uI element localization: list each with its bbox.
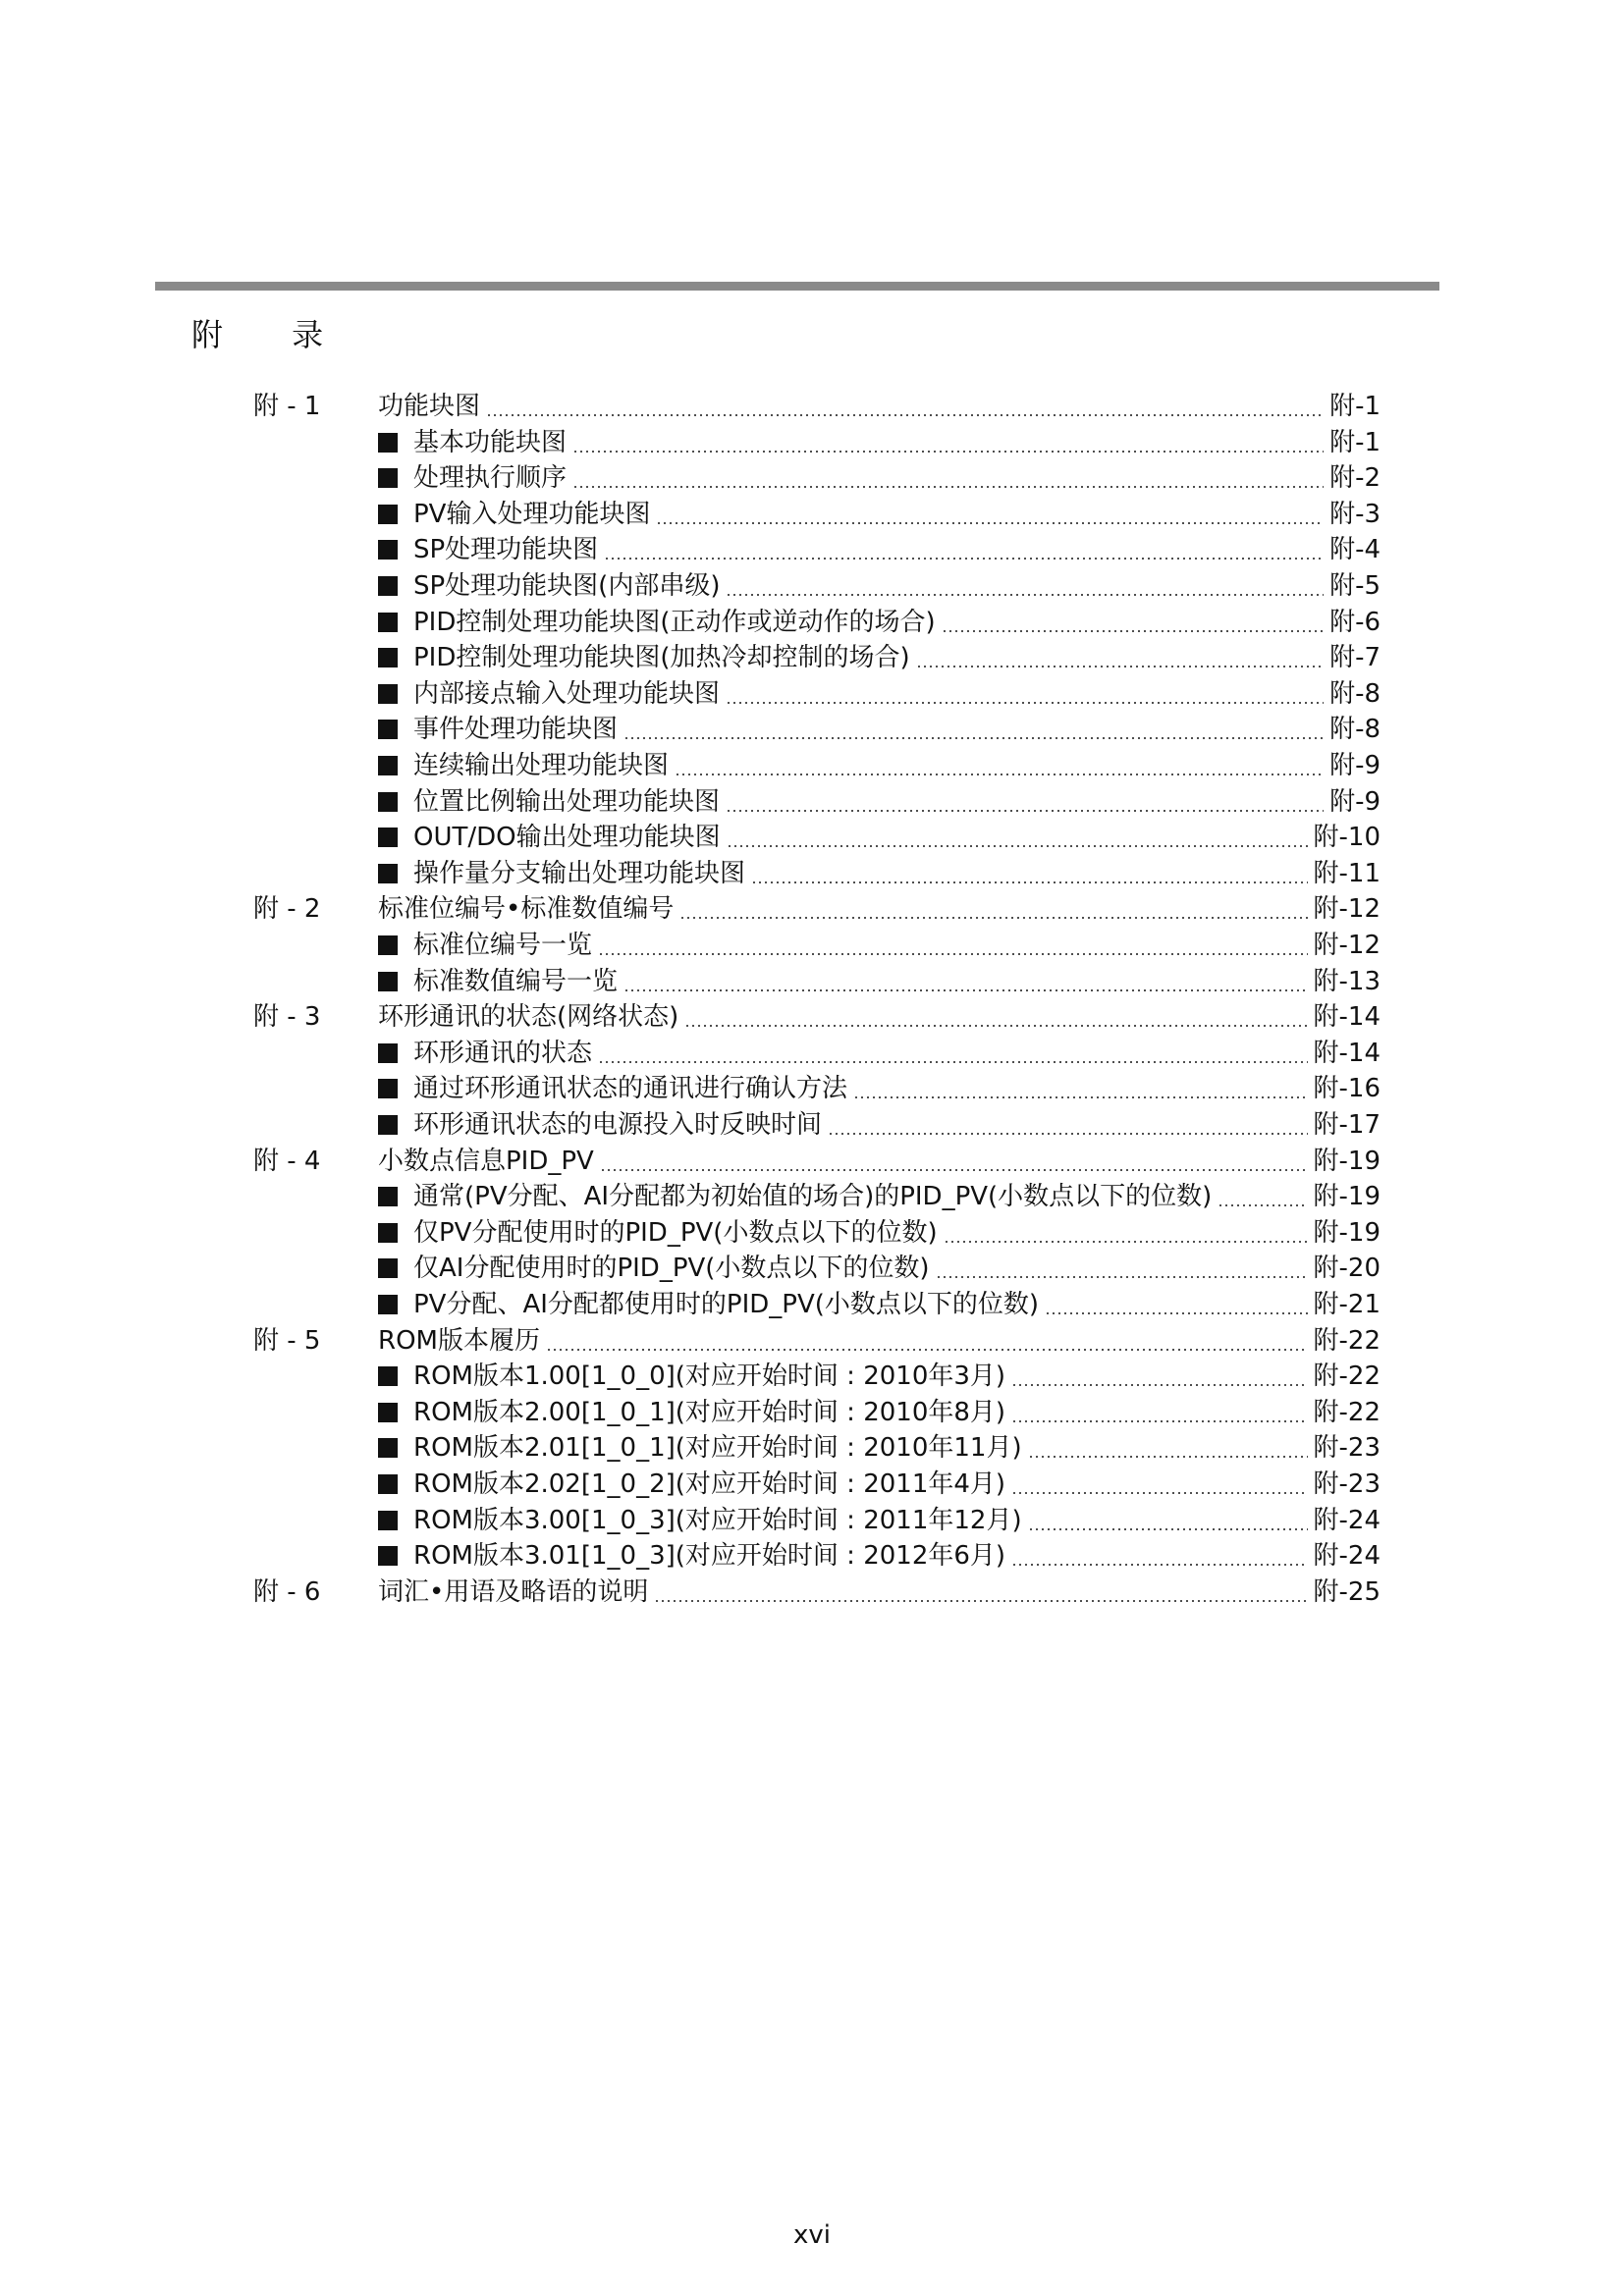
toc-entry-line: [378, 964, 1380, 999]
toc-entry-line: [378, 784, 1380, 820]
toc-entry-line: [378, 425, 1380, 460]
toc-entry[interactable]: [0, 1071, 1624, 1106]
toc-entry-line: [378, 1359, 1380, 1394]
dot-leader: [936, 1276, 1308, 1278]
toc-title: SP处理功能块图: [413, 535, 599, 565]
toc-title: ROM版本履历: [378, 1325, 540, 1356]
toc-entry-line: [378, 605, 1380, 640]
toc-title: 功能块图: [378, 392, 481, 421]
toc-entry[interactable]: [0, 1251, 1624, 1286]
toc-page-ref: 附-5: [1329, 571, 1380, 601]
toc-page-ref: 附-7: [1329, 643, 1380, 673]
toc-entry[interactable]: [0, 532, 1624, 567]
dot-leader: [1028, 1528, 1308, 1530]
toc-title: 环形通讯状态的电源投入时反映时间: [413, 1110, 823, 1140]
toc-page-ref: 附-17: [1313, 1110, 1380, 1140]
square-bullet-icon: [378, 1474, 398, 1494]
appendix-number: 附 - 6: [253, 1576, 321, 1607]
toc-entry[interactable]: [0, 1359, 1624, 1394]
toc-title: 内部接点输入处理功能块图: [413, 678, 721, 709]
toc-title: ROM版本2.00[1_0_1](对应开始时间 : 2010年8月): [413, 1397, 1006, 1427]
toc-entry[interactable]: [0, 605, 1624, 640]
toc-entry[interactable]: [0, 1467, 1624, 1502]
toc-page-ref: 附-9: [1329, 751, 1380, 780]
dot-leader: [828, 1133, 1308, 1135]
toc-title: ROM版本3.00[1_0_3](对应开始时间 : 2011年12月): [413, 1505, 1022, 1535]
dot-leader: [751, 881, 1308, 883]
square-bullet-icon: [378, 756, 398, 775]
toc-entry-line: [378, 1395, 1380, 1430]
square-bullet-icon: [378, 972, 398, 991]
toc-entry-line: [378, 1251, 1380, 1286]
toc-page-ref: 附-16: [1313, 1074, 1380, 1104]
square-bullet-icon: [378, 1511, 398, 1530]
toc-title: 通过环形通讯状态的通讯进行确认方法: [413, 1074, 848, 1104]
square-bullet-icon: [378, 1438, 398, 1458]
toc-entry-line: [378, 1179, 1380, 1214]
toc-title: 标准位编号•标准数值编号: [378, 894, 675, 925]
toc-entry[interactable]: [0, 568, 1624, 604]
toc-entry-line: [378, 1107, 1380, 1143]
square-bullet-icon: [378, 1187, 398, 1206]
square-bullet-icon: [378, 648, 398, 667]
toc-page-ref: 附-9: [1329, 786, 1380, 817]
square-bullet-icon: [378, 864, 398, 883]
toc-title: PV分配、AI分配都使用时的PID_PV(小数点以下的位数): [413, 1290, 1040, 1319]
dot-leader: [727, 845, 1308, 847]
section-heading: 附 录: [191, 316, 353, 353]
dot-leader: [684, 1025, 1307, 1027]
toc-page-ref: 附-8: [1329, 678, 1380, 709]
dot-leader: [1011, 1492, 1307, 1494]
appendix-number: 附 - 4: [253, 1146, 321, 1176]
toc-title: OUT/DO输出处理功能块图: [413, 823, 721, 853]
toc-entry-line: [378, 1323, 1380, 1359]
toc-title: 环形通讯的状态: [413, 1038, 593, 1068]
toc-title: 位置比例输出处理功能块图: [413, 786, 721, 817]
dot-leader: [1011, 1420, 1307, 1422]
toc-page-ref: 附-25: [1313, 1576, 1380, 1607]
dot-leader: [853, 1096, 1308, 1098]
toc-entry[interactable]: [0, 460, 1624, 496]
toc-page-ref: 附-22: [1313, 1362, 1380, 1392]
toc-entry-line: [378, 999, 1380, 1035]
toc-entry[interactable]: [0, 820, 1624, 855]
toc-page-ref: 附-12: [1313, 894, 1380, 925]
toc-title: 环形通讯的状态(网络状态): [378, 1002, 679, 1033]
toc-title: ROM版本2.01[1_0_1](对应开始时间 : 2010年11月): [413, 1433, 1022, 1464]
square-bullet-icon: [378, 828, 398, 847]
dot-leader: [656, 522, 1324, 524]
toc-page-ref: 附-10: [1313, 823, 1380, 853]
toc-entry[interactable]: [0, 712, 1624, 747]
dot-leader: [675, 774, 1324, 775]
toc-entry-line: [378, 676, 1380, 712]
square-bullet-icon: [378, 1223, 398, 1243]
toc-entry-line: [378, 1538, 1380, 1574]
toc-entry[interactable]: [0, 784, 1624, 820]
dot-leader: [600, 1169, 1308, 1171]
toc-title: PID控制处理功能块图(正动作或逆动作的场合): [413, 607, 936, 637]
dot-leader: [572, 451, 1324, 453]
square-bullet-icon: [378, 1258, 398, 1278]
toc-entry-line: [378, 497, 1380, 532]
toc-title: PID控制处理功能块图(加热冷却控制的场合): [413, 643, 910, 673]
toc-title: 仅PV分配使用时的PID_PV(小数点以下的位数): [413, 1217, 938, 1248]
dot-leader: [679, 917, 1307, 919]
toc-title: 连续输出处理功能块图: [413, 751, 670, 780]
square-bullet-icon: [378, 1043, 398, 1063]
dot-leader: [546, 1349, 1308, 1351]
toc-page-ref: 附-1: [1329, 427, 1380, 457]
toc-page-ref: 附-23: [1313, 1433, 1380, 1464]
toc-entry[interactable]: [0, 1144, 1624, 1179]
appendix-number: 附 - 1: [253, 392, 321, 421]
toc-entry[interactable]: [0, 1036, 1624, 1071]
toc-page-ref: 附-2: [1329, 463, 1380, 494]
dot-leader: [654, 1600, 1307, 1602]
dot-leader: [1011, 1384, 1307, 1386]
appendix-number: 附 - 3: [253, 1002, 321, 1033]
toc-entry-line: [378, 712, 1380, 747]
toc-page-ref: 附-1: [1329, 392, 1380, 421]
toc-entry-line: [378, 891, 1380, 927]
dot-leader: [623, 989, 1308, 991]
toc-entry[interactable]: [0, 1503, 1624, 1538]
toc-entry[interactable]: [0, 856, 1624, 891]
square-bullet-icon: [378, 1079, 398, 1098]
dot-leader: [604, 558, 1324, 560]
toc-page-ref: 附-19: [1313, 1217, 1380, 1248]
toc-entry-line: [378, 928, 1380, 963]
toc-title: 仅AI分配使用时的PID_PV(小数点以下的位数): [413, 1254, 930, 1284]
toc-title: 标准位编号一览: [413, 931, 593, 960]
toc-entry[interactable]: [0, 1395, 1624, 1430]
toc-entry-line: [378, 1144, 1380, 1179]
toc-page-ref: 附-3: [1329, 499, 1380, 529]
dot-leader: [623, 737, 1324, 739]
toc-title: 操作量分支输出处理功能块图: [413, 858, 746, 888]
dot-leader: [1011, 1564, 1307, 1566]
toc-entry-line: [378, 1287, 1380, 1322]
toc-entry[interactable]: [0, 497, 1624, 532]
square-bullet-icon: [378, 684, 398, 704]
toc-title: 词汇•用语及略语的说明: [378, 1576, 649, 1607]
dot-leader: [1028, 1456, 1308, 1458]
square-bullet-icon: [378, 505, 398, 524]
toc-entry-line: [378, 820, 1380, 855]
toc-page-ref: 附-23: [1313, 1469, 1380, 1499]
toc-entry-line: [378, 389, 1380, 424]
toc-title: PV输入处理功能块图: [413, 499, 651, 529]
toc-title: 标准数值编号一览: [413, 966, 619, 996]
toc-entry-line: [378, 532, 1380, 567]
toc-page-ref: 附-13: [1313, 966, 1380, 996]
toc-entry[interactable]: [0, 1215, 1624, 1251]
toc-entry[interactable]: [0, 640, 1624, 675]
dot-leader: [486, 414, 1324, 416]
toc-page-ref: 附-12: [1313, 931, 1380, 960]
toc-page-ref: 附-11: [1313, 858, 1380, 888]
square-bullet-icon: [378, 613, 398, 632]
dot-leader: [726, 810, 1324, 812]
toc-entry-line: [378, 856, 1380, 891]
square-bullet-icon: [378, 1366, 398, 1386]
toc-entry[interactable]: [0, 1179, 1624, 1214]
toc-page-ref: 附-14: [1313, 1002, 1380, 1033]
appendix-number: 附 - 5: [253, 1325, 321, 1356]
square-bullet-icon: [378, 1115, 398, 1135]
toc-entry[interactable]: [0, 389, 1624, 424]
toc-title: ROM版本3.01[1_0_3](对应开始时间 : 2012年6月): [413, 1541, 1006, 1572]
toc-entry[interactable]: [0, 1107, 1624, 1143]
toc-entry[interactable]: [0, 1430, 1624, 1466]
page-number: xvi: [793, 2220, 831, 2250]
toc-entry-line: [378, 1036, 1380, 1071]
toc-title: 基本功能块图: [413, 427, 568, 457]
square-bullet-icon: [378, 433, 398, 453]
square-bullet-icon: [378, 720, 398, 739]
toc-page-ref: 附-19: [1313, 1146, 1380, 1176]
toc-entry[interactable]: [0, 748, 1624, 783]
toc-page-ref: 附-4: [1329, 535, 1380, 565]
toc-title: 事件处理功能块图: [413, 715, 619, 745]
toc-page-ref: 附-19: [1313, 1182, 1380, 1212]
dot-leader: [726, 702, 1324, 704]
toc-entry-line: [378, 748, 1380, 783]
toc-entry[interactable]: [0, 1323, 1624, 1359]
square-bullet-icon: [378, 1546, 398, 1566]
toc-title: 通常(PV分配、AI分配都为初始值的场合)的PID_PV(小数点以下的位数): [413, 1182, 1213, 1212]
toc-page-ref: 附-20: [1313, 1254, 1380, 1284]
square-bullet-icon: [378, 576, 398, 596]
toc-entry[interactable]: [0, 1538, 1624, 1574]
toc-entry-line: [378, 1215, 1380, 1251]
toc-page-ref: 附-22: [1313, 1325, 1380, 1356]
top-rule: [155, 282, 1439, 291]
square-bullet-icon: [378, 468, 398, 488]
toc-entry[interactable]: [0, 964, 1624, 999]
toc-entry[interactable]: [0, 425, 1624, 460]
dot-leader: [1045, 1312, 1307, 1314]
square-bullet-icon: [378, 792, 398, 812]
toc-page-ref: 附-24: [1313, 1541, 1380, 1572]
toc-entry-line: [378, 1430, 1380, 1466]
appendix-number: 附 - 2: [253, 894, 321, 925]
toc-entry-line: [378, 1071, 1380, 1106]
dot-leader: [726, 594, 1324, 596]
dot-leader: [1218, 1204, 1307, 1206]
toc-entry-line: [378, 460, 1380, 496]
dot-leader: [942, 630, 1324, 632]
dot-leader: [598, 953, 1308, 955]
toc-entry-line: [378, 1575, 1380, 1610]
toc-entry[interactable]: [0, 928, 1624, 963]
toc-page-ref: 附-21: [1313, 1290, 1380, 1319]
dot-leader: [916, 666, 1324, 667]
toc-title: 处理执行顺序: [413, 463, 568, 494]
dot-leader: [944, 1241, 1308, 1243]
toc-page-ref: 附-22: [1313, 1397, 1380, 1427]
toc-page-ref: 附-6: [1329, 607, 1380, 637]
toc-entry[interactable]: [0, 1575, 1624, 1610]
toc-entry[interactable]: [0, 676, 1624, 712]
toc-page-ref: 附-8: [1329, 715, 1380, 745]
toc-entry-line: [378, 1503, 1380, 1538]
toc-title: SP处理功能块图(内部串级): [413, 571, 721, 601]
dot-leader: [598, 1061, 1308, 1063]
dot-leader: [572, 486, 1324, 488]
square-bullet-icon: [378, 540, 398, 560]
toc-entry-line: [378, 568, 1380, 604]
toc-title: 小数点信息PID_PV: [378, 1146, 594, 1176]
toc-page-ref: 附-14: [1313, 1038, 1380, 1068]
toc-entry-line: [378, 640, 1380, 675]
toc-page-ref: 附-24: [1313, 1505, 1380, 1535]
toc-title: ROM版本2.02[1_0_2](对应开始时间 : 2011年4月): [413, 1469, 1006, 1499]
square-bullet-icon: [378, 1295, 398, 1314]
square-bullet-icon: [378, 1403, 398, 1422]
toc-entry[interactable]: [0, 999, 1624, 1035]
square-bullet-icon: [378, 935, 398, 955]
toc-entry-line: [378, 1467, 1380, 1502]
toc-title: ROM版本1.00[1_0_0](对应开始时间 : 2010年3月): [413, 1362, 1006, 1392]
toc-entry[interactable]: [0, 1287, 1624, 1322]
toc-entry[interactable]: [0, 891, 1624, 927]
